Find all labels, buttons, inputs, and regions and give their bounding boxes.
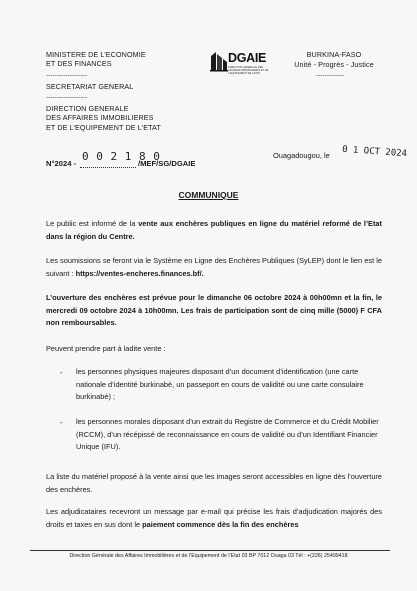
country-name: BURKINA-FASO: [306, 50, 362, 59]
footer-divider: [30, 550, 390, 551]
paragraph-bold-text: vente aux enchères publiques en ligne du matériel reformé de l’Etat dans la région du Centre.: [46, 219, 382, 241]
separator: -------------: [316, 72, 345, 79]
handwritten-date: 0 1 OCT 2024: [341, 144, 408, 160]
ministry-name: [46, 50, 146, 69]
place-label: Ouagadougou, le: [273, 151, 330, 160]
ministry-line-2: ET DES FINANCES: [46, 59, 112, 69]
separator: -------------------: [46, 94, 88, 101]
separator: -------------------: [46, 72, 88, 79]
ministry-line-1: MINISTERE DE L’ECONOMIE: [46, 50, 146, 59]
direction-line-1: DIRECTION GENERALE: [46, 104, 129, 113]
reference-suffix: /MEF/SG/DGAIE: [138, 159, 196, 168]
paragraph-participants-intro: Peuvent prendre part à ladite vente :: [46, 344, 166, 353]
bullet-dash: -: [60, 418, 63, 427]
paragraph-opening-dates: L’ouverture des enchères est prévue pour le dimanche 06 octobre 2024 à 00h00mn et la fin, le mercredi 09 octobre 2024 à 10h00mn. Les frais de participation sont de cinq mille (5000) F CFA non remboursables.: [46, 293, 382, 328]
sylep-link: https://ventes-encheres.finances.bf/.: [75, 268, 204, 278]
paragraph-material-list: La liste du matériel proposé à la vente ainsi que les images seront accessibles en ligne dès l’ouverture des enchères.: [46, 472, 382, 494]
handwritten-reference-number: 0 0 2 1 8 0: [82, 150, 161, 163]
bullet-dash: -: [60, 368, 63, 377]
footer-address: Direction Générale des Affaires Immobilières et de l’Equipement de l’Etat 03 BP 7012 Ouaga 03 Tél : +(226) 25499418: [69, 553, 348, 559]
paragraph-submission: [46, 255, 382, 280]
reference-underline: [80, 167, 136, 168]
direction-name: [46, 104, 161, 132]
paragraph-sale-notice: [46, 218, 382, 243]
reference-prefix: N°2024 -: [46, 159, 77, 168]
paragraph-text: Les adjudicataires recevront un message par e-mail qui précise les frais d’adjudication majorés des droits et taxes en sus dont le: [46, 507, 382, 529]
logo-subtitle: DIRECTION GENERALE DES AFFAIRES IMMOBILIERES ET DE L'EQUIPEMENT DE L'ETAT: [228, 66, 269, 75]
secretariat-name: SECRETARIAT GENERAL: [46, 82, 134, 91]
dgaie-logo: [210, 49, 272, 73]
bullet-legal-entities: les personnes morales disposant d’un extrait du Registre de Commerce et du Crédit Mobilier (RCCM), d’un récépissé de reconnaissance en cours de validité ou d’un Identifiant Financier Unique (IFU).: [76, 417, 379, 452]
national-motto: Unité - Progrès - Justice: [294, 60, 374, 69]
direction-line-2: DES AFFAIRES IMMOBILIERES: [46, 113, 154, 123]
bullet-natural-persons: les personnes physiques majeures disposant d’un document d’identification (une carte nationale d’identité burkinabè, un passeport en cours de validité ou une carte consulaire burkinabè) ;: [76, 367, 364, 402]
paragraph-text: Le public est informé de la: [46, 219, 139, 228]
paragraph-adjudicataires: [46, 506, 382, 531]
paragraph-bold-text: paiement commence dès la fin des enchères: [142, 519, 299, 529]
dgaie-logo-icon: [210, 50, 228, 72]
logo-text: DGAIE: [228, 51, 267, 65]
direction-line-3: ET DE L’EQUIPEMENT DE L’ETAT: [46, 122, 161, 132]
document-title: COMMUNIQUE: [178, 190, 239, 200]
paragraph-text: Les soumissions se feront via le Système en Ligne des Enchères Publiques (SyLEP) dont le lien est le suivant :: [46, 256, 382, 278]
